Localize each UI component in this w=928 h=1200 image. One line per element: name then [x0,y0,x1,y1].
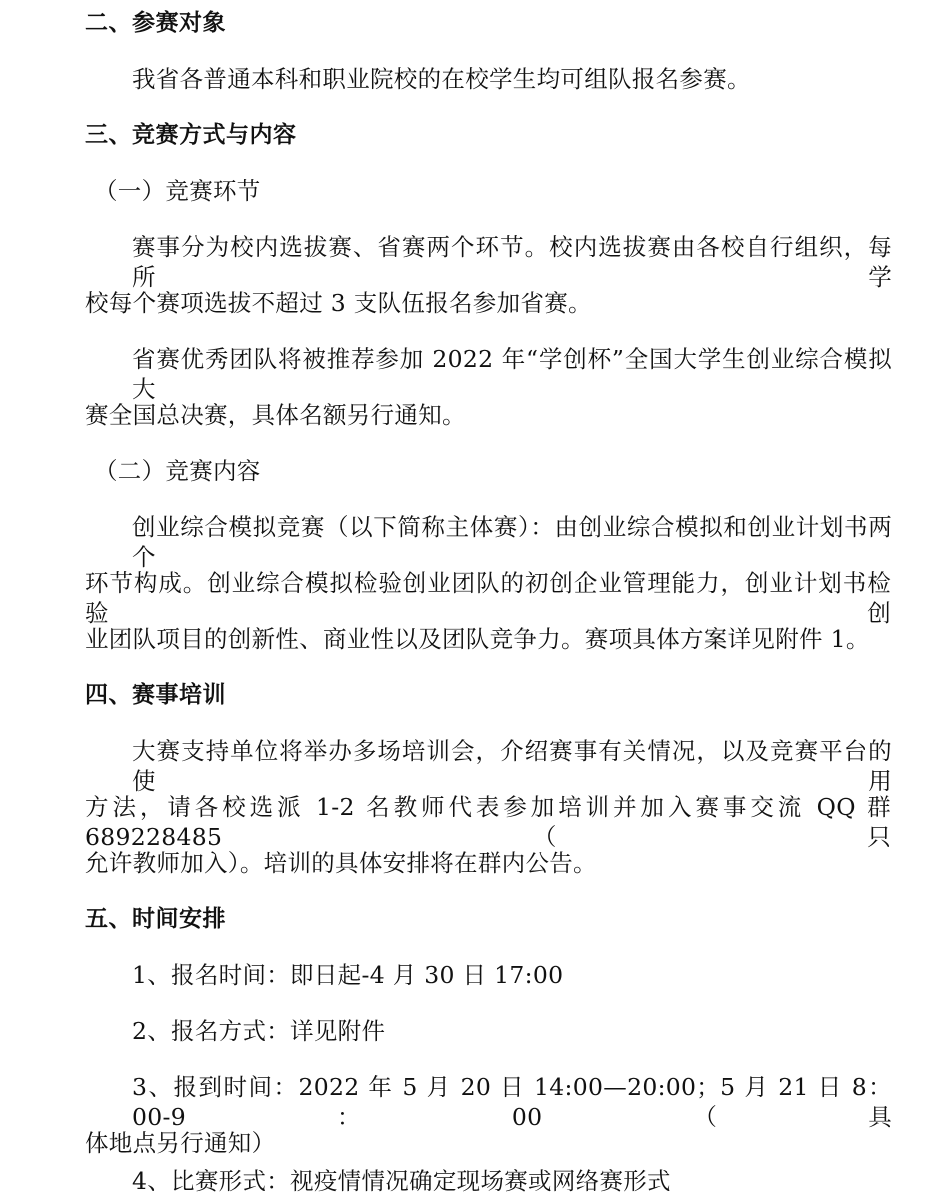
section-heading-competition-format: 三、竞赛方式与内容 [85,122,297,148]
paragraph-line: 创业综合模拟竞赛（以下简称主体赛）：由创业综合模拟和创业计划书两个 [132,513,892,571]
paragraph-line: 业团队项目的创新性、商业性以及团队竞争力。赛项具体方案详见附件 1。 [85,625,870,653]
paragraph-line: 方法，请各校选派 1-2 名教师代表参加培训并加入赛事交流 QQ 群 689228485（只 [85,793,891,851]
schedule-item-registration-time: 1、报名时间：即日起-4 月 30 日 17:00 [132,961,564,989]
paragraph-line: 省赛优秀团队将被推荐参加 2022 年“学创杯”全国大学生创业综合模拟大 [132,345,892,403]
paragraph-line: 我省各普通本科和职业院校的在校学生均可组队报名参赛。 [132,65,751,93]
subsection-title-content: （二）竞赛内容 [94,457,261,485]
section-heading-schedule: 五、时间安排 [85,906,226,932]
paragraph-line: 环节构成。创业综合模拟检验创业团队的初创企业管理能力，创业计划书检验创 [85,569,891,627]
subsection-title-stages: （一）竞赛环节 [94,177,261,205]
schedule-item-competition-format: 4、比赛形式：视疫情情况确定现场赛或网络赛形式 [132,1167,671,1195]
schedule-item-registration-method: 2、报名方式：详见附件 [132,1017,386,1045]
paragraph-line: 体地点另行通知） [85,1129,276,1157]
paragraph-line: 允许教师加入）。培训的具体安排将在群内公告。 [85,849,597,877]
paragraph-line: 校每个赛项选拔不超过 3 支队伍报名参加省赛。 [85,289,592,317]
section-heading-training: 四、赛事培训 [85,682,226,708]
schedule-item-checkin-time: 3、报到时间：2022 年 5 月 20 日 14:00—20:00；5 月 21 日 8：00-9：00（具 [132,1073,892,1131]
paragraph-line: 大赛支持单位将举办多场培训会，介绍赛事有关情况，以及竞赛平台的使用 [132,737,892,795]
section-heading-participants: 二、参赛对象 [85,10,226,36]
paragraph-line: 赛事分为校内选拔赛、省赛两个环节。校内选拔赛由各校自行组织，每所学 [132,233,892,291]
paragraph-line: 赛全国总决赛，具体名额另行通知。 [85,401,466,429]
